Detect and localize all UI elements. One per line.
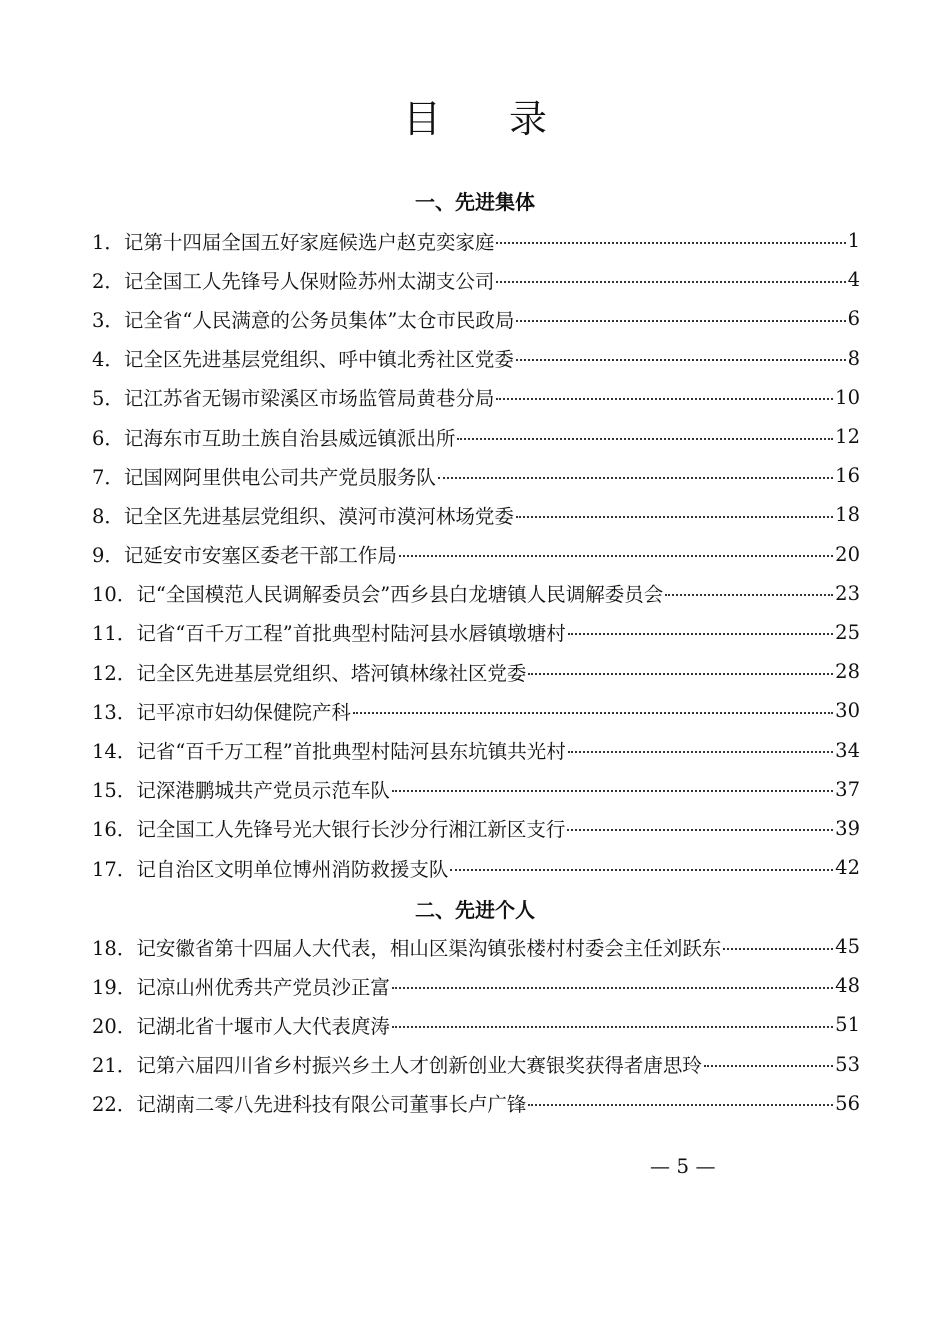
entry-number: 6． <box>92 426 124 450</box>
toc-entry[interactable] <box>92 730 860 769</box>
dot-leader <box>516 320 845 322</box>
dot-leader <box>450 869 833 871</box>
entry-page: 56 <box>835 1091 860 1115</box>
dot-leader <box>568 751 833 753</box>
entry-title: 记全区先进基层党组织、塔河镇林缘社区党委 <box>136 661 527 685</box>
entry-number: 9． <box>92 544 124 568</box>
entry-page: 34 <box>835 738 860 762</box>
entry-number: 1． <box>92 230 124 254</box>
dot-leader <box>353 712 833 714</box>
entry-title: 记全区先进基层党组织、漠河市漠河林场党委 <box>123 504 514 528</box>
entry-number: 12． <box>92 661 137 685</box>
toc-list-collective <box>92 221 860 887</box>
dot-leader <box>723 948 833 950</box>
entry-title: 记第六届四川省乡村振兴乡土人才创新创业大赛银奖获得者唐思玲 <box>136 1054 702 1078</box>
entry-title: 记第十四届全国五好家庭候选户赵克奕家庭 <box>123 230 495 254</box>
toc-entry[interactable] <box>92 1005 860 1044</box>
toc-entry[interactable] <box>92 378 860 417</box>
toc-entry[interactable] <box>92 613 860 652</box>
entry-title: 记全省“人民满意的公务员集体”太仓市民政局 <box>123 308 515 332</box>
dot-leader <box>392 790 833 792</box>
toc-entry[interactable] <box>92 691 860 730</box>
toc-entry[interactable] <box>92 652 860 691</box>
dot-leader <box>399 555 833 557</box>
dot-leader <box>528 1104 833 1106</box>
page-number: — 5 — <box>650 1154 716 1178</box>
entry-number: 4． <box>92 348 124 372</box>
toc-entry[interactable] <box>92 221 860 260</box>
section-heading-collective: 一、先进集体 <box>415 190 535 214</box>
entry-page: 4 <box>847 268 860 292</box>
toc-entry[interactable] <box>92 456 860 495</box>
entry-title: 记海东市互助土族自治县威远镇派出所 <box>123 426 456 450</box>
entry-number: 14． <box>92 740 137 764</box>
entry-number: 8． <box>92 504 124 528</box>
dot-leader <box>567 829 833 831</box>
toc-entry[interactable] <box>92 809 860 848</box>
entry-title: 记深港鹏城共产党员示范车队 <box>136 779 390 803</box>
toc-entry[interactable] <box>92 1045 860 1084</box>
toc-entry[interactable] <box>92 1084 860 1123</box>
entry-number: 11． <box>92 622 137 646</box>
entry-title: 记省“百千万工程”首批典型村陆河县东坑镇共光村 <box>136 740 566 764</box>
entry-number: 10． <box>92 583 137 607</box>
entry-number: 2． <box>92 269 124 293</box>
entry-title: 记自治区文明单位博州消防救援支队 <box>136 857 449 881</box>
toc-entry[interactable] <box>92 417 860 456</box>
entry-page: 42 <box>835 856 860 880</box>
dot-leader <box>496 398 833 400</box>
toc-entry[interactable] <box>92 927 860 966</box>
entry-page: 10 <box>835 385 860 409</box>
entry-number: 3． <box>92 308 124 332</box>
entry-page: 51 <box>835 1013 860 1037</box>
entry-title: 记湖南二零八先进科技有限公司董事长卢广锋 <box>136 1093 527 1117</box>
entry-title: 记延安市安塞区委老干部工作局 <box>123 544 397 568</box>
dot-leader <box>392 987 833 989</box>
entry-title: 记凉山州优秀共产党员沙正富 <box>136 975 390 999</box>
entry-page: 28 <box>835 660 860 684</box>
entry-title: 记安徽省第十四届人大代表，相山区渠沟镇张楼村村委会主任刘跃东 <box>136 936 722 960</box>
entry-title: 记“全国模范人民调解委员会”西乡县白龙塘镇人民调解委员会 <box>136 583 664 607</box>
entry-page: 20 <box>835 542 860 566</box>
dot-leader <box>665 594 833 596</box>
entry-page: 18 <box>835 503 860 527</box>
entry-page: 8 <box>847 346 860 370</box>
toc-entry[interactable] <box>92 535 860 574</box>
dot-leader <box>516 516 833 518</box>
entry-number: 15． <box>92 779 137 803</box>
entry-number: 17． <box>92 857 137 881</box>
entry-title: 记全国工人先锋号人保财险苏州太湖支公司 <box>123 269 495 293</box>
entry-page: 39 <box>835 816 860 840</box>
entry-number: 22． <box>92 1093 137 1117</box>
dot-leader <box>568 633 833 635</box>
entry-number: 21． <box>92 1054 137 1078</box>
toc-entry[interactable] <box>92 770 860 809</box>
entry-number: 5． <box>92 387 124 411</box>
dot-leader <box>496 281 845 283</box>
entry-title: 记江苏省无锡市梁溪区市场监管局黄巷分局 <box>123 387 495 411</box>
dot-leader <box>457 438 833 440</box>
entry-number: 18． <box>92 936 137 960</box>
entry-page: 6 <box>847 307 860 331</box>
entry-page: 53 <box>835 1052 860 1076</box>
entry-page: 1 <box>847 229 860 253</box>
entry-title: 记国网阿里供电公司共产党员服务队 <box>123 465 436 489</box>
entry-number: 16． <box>92 818 137 842</box>
toc-entry[interactable] <box>92 848 860 887</box>
entry-number: 7． <box>92 465 124 489</box>
entry-title: 记湖北省十堰市人大代表庹涛 <box>136 1014 390 1038</box>
toc-entry[interactable] <box>92 260 860 299</box>
entry-title: 记平凉市妇幼保健院产科 <box>136 700 351 724</box>
entry-number: 20． <box>92 1014 137 1038</box>
entry-page: 12 <box>835 425 860 449</box>
dot-leader <box>704 1065 833 1067</box>
entry-title: 记省“百千万工程”首批典型村陆河县水唇镇墩塘村 <box>136 622 566 646</box>
entry-page: 16 <box>835 464 860 488</box>
dot-leader <box>528 673 833 675</box>
entry-page: 30 <box>835 699 860 723</box>
entry-page: 37 <box>835 777 860 801</box>
dot-leader <box>516 359 846 361</box>
page-title: 目 录 <box>402 97 576 141</box>
section-heading-individual: 二、先进个人 <box>415 898 535 922</box>
toc-entry[interactable] <box>92 966 860 1005</box>
entry-title: 记全国工人先锋号光大银行长沙分行湘江新区支行 <box>136 818 566 842</box>
entry-page: 23 <box>835 581 860 605</box>
toc-entry[interactable] <box>92 299 860 338</box>
entry-title: 记全区先进基层党组织、呼中镇北秀社区党委 <box>123 348 514 372</box>
toc-entry[interactable] <box>92 495 860 534</box>
entry-page: 45 <box>835 935 860 959</box>
entry-page: 25 <box>835 620 860 644</box>
entry-number: 13． <box>92 700 137 724</box>
dot-leader <box>392 1026 833 1028</box>
toc-list-individual <box>92 927 860 1123</box>
dot-leader <box>438 477 833 479</box>
entry-page: 48 <box>835 974 860 998</box>
dot-leader <box>496 242 845 244</box>
toc-entry[interactable] <box>92 574 860 613</box>
entry-number: 19． <box>92 975 137 999</box>
toc-entry[interactable] <box>92 339 860 378</box>
